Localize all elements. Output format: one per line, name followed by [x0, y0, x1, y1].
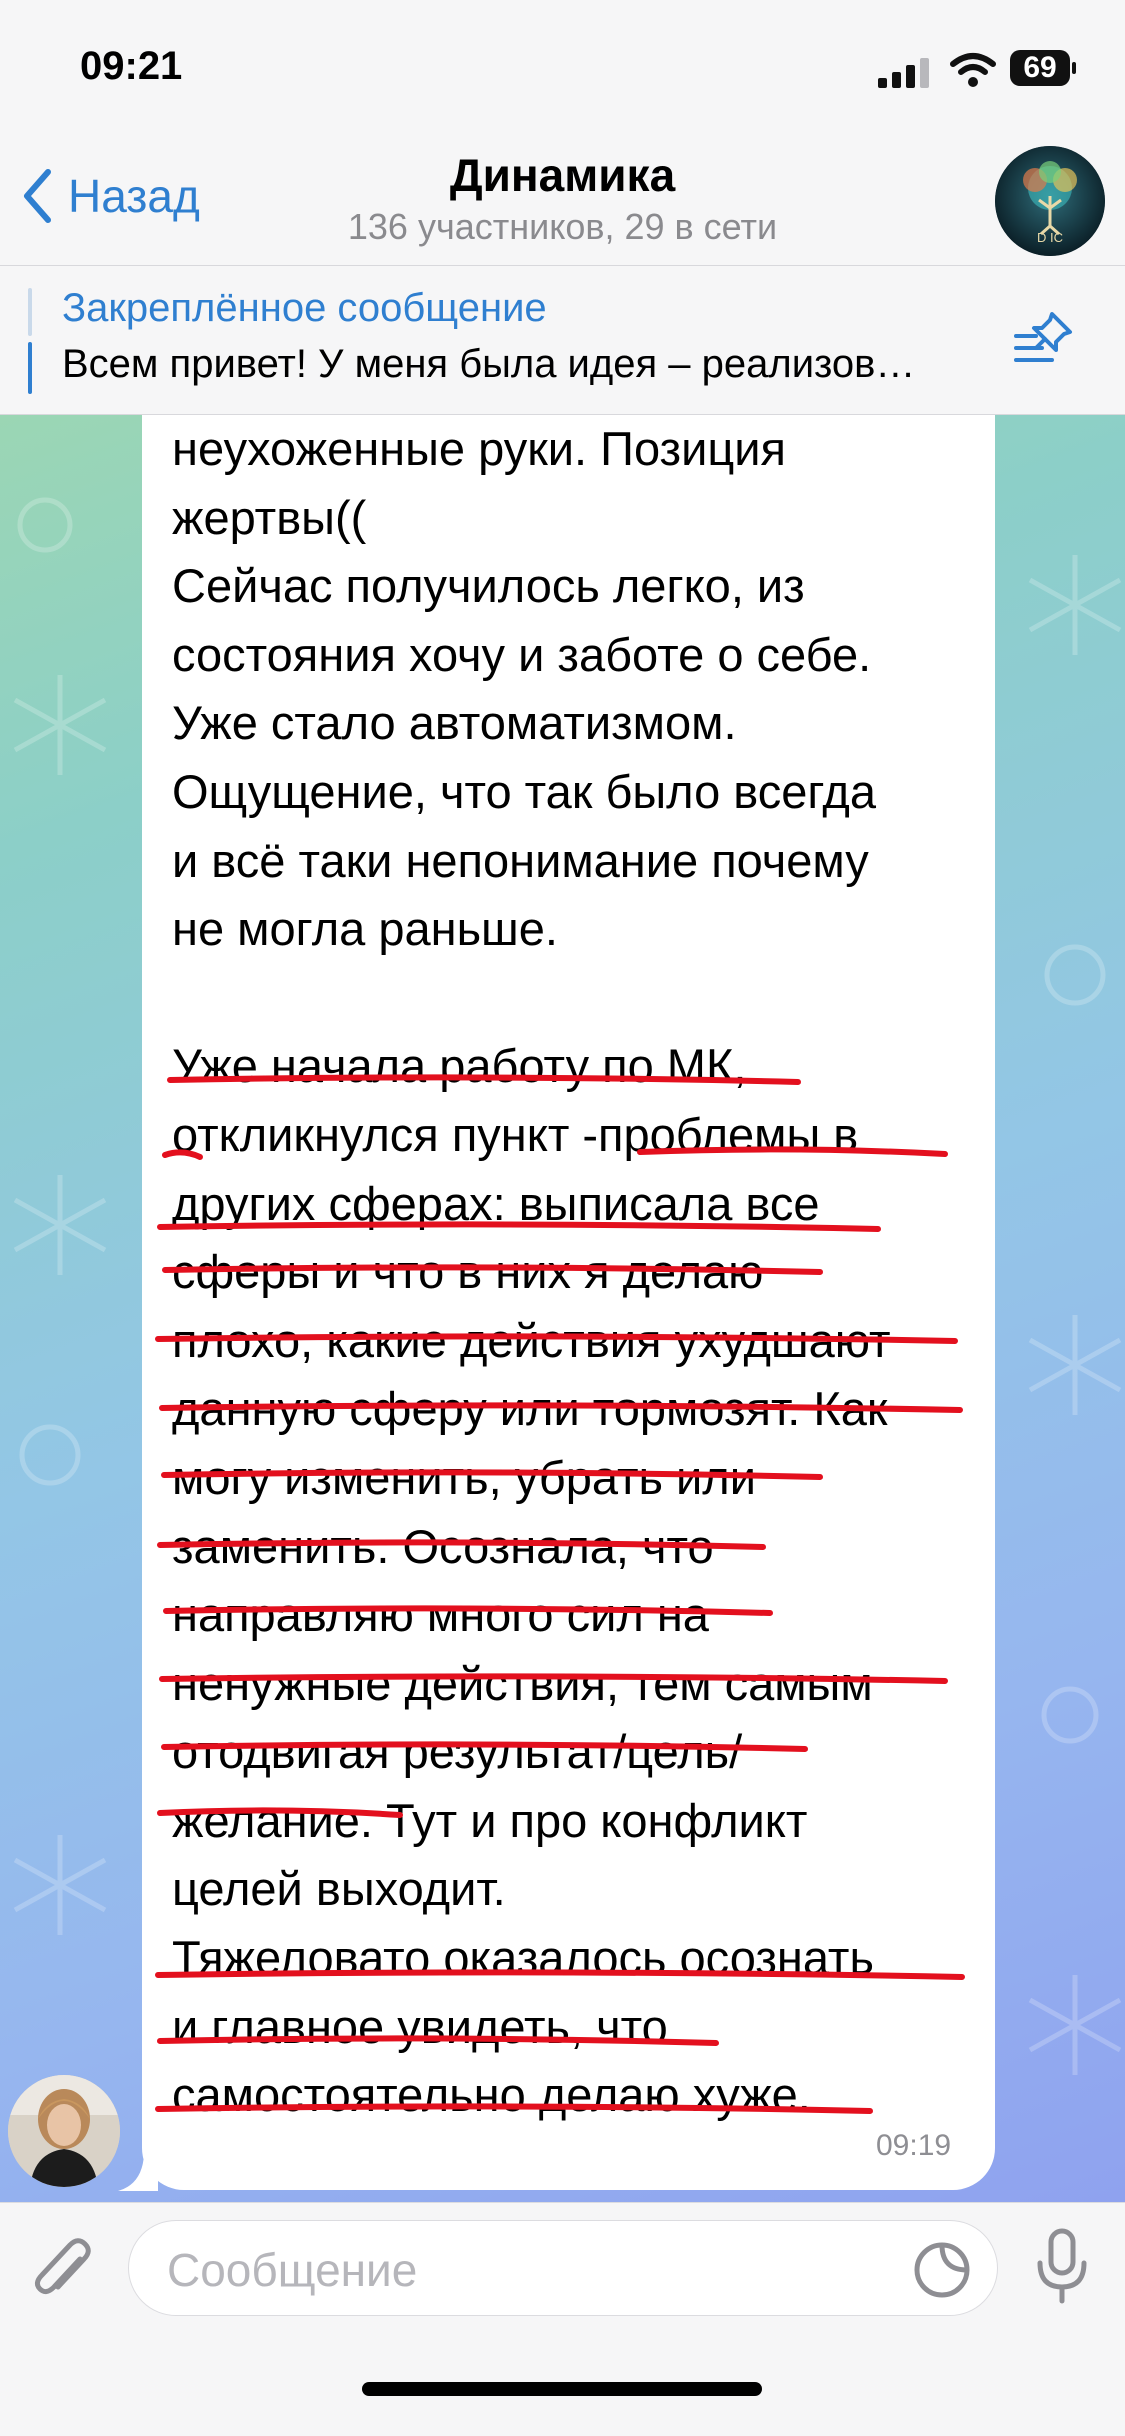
- pinned-message-bar[interactable]: [0, 265, 1125, 415]
- underline-stroke: [162, 1676, 945, 1681]
- message-line: целей выходит.: [172, 1862, 506, 1916]
- group-avatar-logo-text: D IC: [1037, 230, 1063, 245]
- underline-stroke: [160, 2038, 716, 2043]
- group-avatar[interactable]: [995, 146, 1105, 256]
- message-line: самостоятельно делаю хуже.: [172, 2068, 811, 2122]
- pinned-title: Закреплённое сообщение: [62, 286, 547, 330]
- sender-avatar[interactable]: [8, 2075, 120, 2187]
- message-line: могу изменить, убрать или: [172, 1450, 756, 1504]
- underline-stroke: [158, 1972, 962, 1977]
- back-label: Назад: [68, 170, 200, 222]
- sticker-icon[interactable]: [911, 2239, 973, 2301]
- underline-stroke: [160, 1810, 400, 1815]
- chat-background: [0, 415, 1125, 2202]
- underline-stroke: [640, 1149, 945, 1154]
- home-indicator: [362, 2382, 762, 2396]
- underline-stroke: [162, 1405, 960, 1410]
- wifi-icon: [950, 52, 996, 88]
- message-input[interactable]: [128, 2220, 998, 2316]
- underline-stroke: [164, 1744, 805, 1749]
- underline-stroke: [160, 1542, 763, 1547]
- message-line: откликнулся пункт -проблемы в: [172, 1107, 859, 1161]
- underline-stroke: [158, 1336, 955, 1341]
- cellular-signal-icon: [878, 58, 934, 88]
- message-line: данную сферу или тормозят. Как: [172, 1382, 888, 1436]
- message-line: Тяжеловато оказалось осознать: [172, 1931, 874, 1985]
- message-line: других сферах: выписала все: [172, 1176, 820, 1230]
- underline-annotations: [0, 415, 1125, 2202]
- message-composer: [0, 2202, 1125, 2436]
- pinned-list-icon[interactable]: [1012, 306, 1078, 372]
- underline-stroke: [165, 1267, 820, 1272]
- message-line: и главное увидеть, что: [172, 1999, 668, 2053]
- underline-stroke: [158, 2106, 870, 2111]
- message-line: неухоженные руки. Позиция: [172, 422, 786, 475]
- message-line: сферы и что в них я делаю: [172, 1245, 764, 1299]
- status-bar: [0, 0, 1125, 140]
- message-line: не могла раньше.: [172, 902, 558, 956]
- message-line: желание. Тут и про конфликт: [172, 1793, 808, 1847]
- message-line: отодвигая результат/цель/: [172, 1725, 743, 1779]
- battery-indicator: 69: [1010, 50, 1070, 86]
- chat-title[interactable]: Динамика: [449, 149, 676, 201]
- message-line: плохо, какие действия ухудшают: [172, 1313, 891, 1367]
- chat-subtitle: 136 участников, 29 в сети: [347, 206, 778, 247]
- underline-stroke: [164, 1472, 820, 1477]
- message-input-placeholder: Сообщение: [167, 2244, 418, 2296]
- underline-stroke: [170, 1077, 798, 1082]
- chat-header: [0, 140, 1125, 265]
- message-line: Ощущение, что так было всегда: [172, 764, 876, 818]
- message-line: жертвы((: [172, 490, 367, 544]
- message-line: заменить. Осознала, что: [172, 1519, 714, 1573]
- battery-tip: [1072, 62, 1076, 74]
- microphone-icon[interactable]: [1032, 2227, 1092, 2307]
- message-line: ненужные действия, тем самым: [172, 1656, 873, 1710]
- message-time: 09:19: [876, 2129, 952, 2162]
- message-line: состояния хочу и заботе о себе.: [172, 627, 872, 681]
- message-line: Уже стало автоматизмом.: [172, 696, 737, 750]
- pinned-indicator-inactive: [28, 288, 32, 336]
- message-line: направляю много сил на: [172, 1588, 709, 1642]
- paperclip-icon[interactable]: [28, 2231, 98, 2311]
- message-line: Сейчас получилось легко, из: [172, 559, 805, 613]
- message-line: и всё таки непонимание почему: [172, 833, 869, 887]
- underline-stroke: [166, 1608, 770, 1613]
- message-line: Уже начала работу по МК,: [172, 1039, 747, 1093]
- pinned-indicator-active: [28, 342, 32, 394]
- sender-photo: [8, 2075, 120, 2187]
- underline-stroke: [165, 1152, 200, 1157]
- status-time: 09:21: [80, 44, 183, 88]
- pinned-text: Всем привет! У меня была идея – реализов…: [62, 342, 916, 386]
- underline-stroke: [160, 1224, 878, 1229]
